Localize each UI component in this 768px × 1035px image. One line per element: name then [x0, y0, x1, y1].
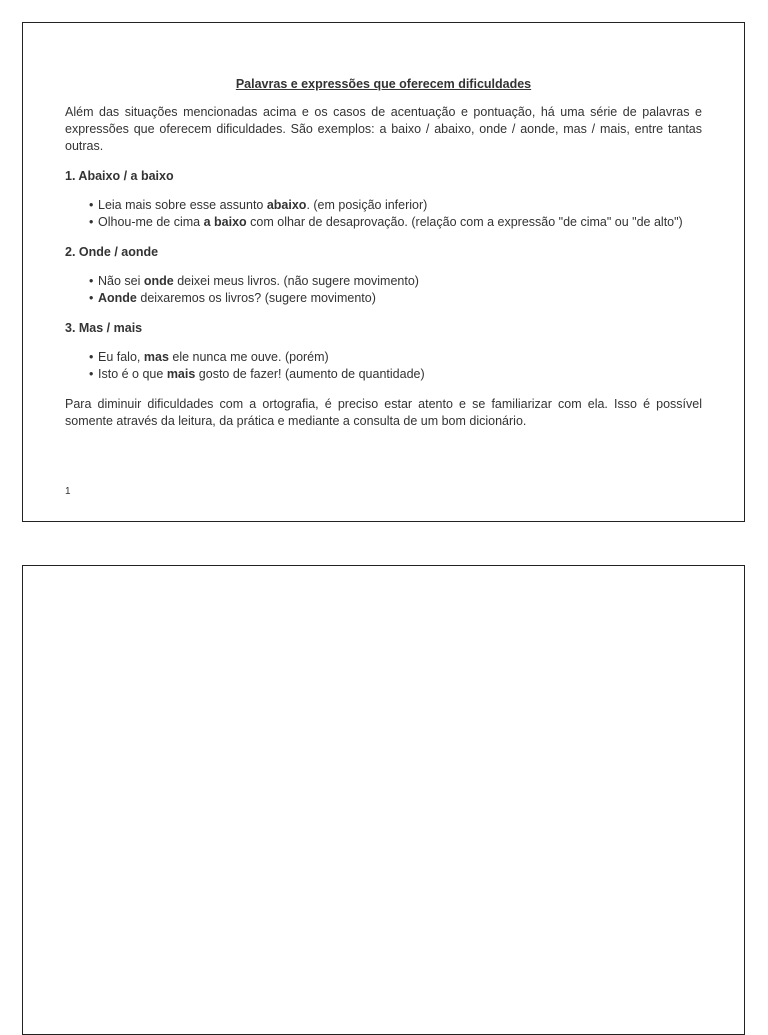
bullet-icon: • [89, 367, 94, 381]
bullet-list [65, 197, 702, 231]
bullet-list [65, 273, 702, 307]
bullet-list [65, 349, 702, 383]
item-text-after: deixaremos os livros? (sugere movimento) [136, 291, 376, 305]
page-content [65, 76, 702, 443]
bullet-icon: • [89, 215, 94, 229]
section-heading: 2. Onde / aonde [65, 245, 159, 259]
item-text-bold: mas [143, 350, 169, 364]
item-text-before: Isto é o que [98, 367, 167, 381]
bullet-icon: • [89, 350, 94, 364]
item-text-bold: abaixo [266, 198, 307, 212]
item-text-bold: a baixo [203, 215, 247, 229]
item-text-bold: mais [166, 367, 196, 381]
list-item [89, 273, 702, 290]
list-item [89, 290, 702, 307]
item-text-before: Eu falo, [98, 350, 144, 364]
list-item [89, 197, 702, 214]
section-heading: 1. Abaixo / a baixo [65, 169, 174, 183]
section-heading: 3. Mas / mais [65, 321, 143, 335]
list-item [89, 214, 702, 231]
item-text-after: com olhar de desaprovação. (relação com a expressão "de cima" ou "de alto") [246, 215, 683, 229]
bullet-icon: • [89, 291, 94, 305]
item-text-before: Leia mais sobre esse assunto [98, 198, 267, 212]
document-title: Palavras e expressões que oferecem dificuldades [235, 77, 532, 91]
closing-paragraph: Para diminuir dificuldades com a ortografia, é preciso estar atento e se familiarizar com ela. Isso é possível somente através da leitura, da prática e mediante a consulta de um bom dicionário. [65, 397, 702, 428]
bullet-icon: • [89, 198, 94, 212]
item-text-before: Não sei [98, 274, 144, 288]
item-text-bold: onde [143, 274, 174, 288]
item-text-after: deixei meus livros. (não sugere movimento) [173, 274, 419, 288]
item-text-after: . (em posição inferior) [306, 198, 428, 212]
page-number: 1 [65, 486, 71, 497]
document-page-1 [22, 22, 745, 522]
list-item [89, 366, 702, 383]
bullet-icon: • [89, 274, 94, 288]
item-text-after: gosto de fazer! (aumento de quantidade) [195, 367, 425, 381]
intro-paragraph: Além das situações mencionadas acima e os casos de acentuação e pontuação, há uma série de palavras e expressões que oferecem dificuldades. São exemplos: a baixo / abaixo, onde / aonde, mas / mais, entre tantas outras. [65, 105, 702, 153]
item-text-bold: Aonde [98, 291, 137, 305]
item-text-before: Olhou-me de cima [98, 215, 204, 229]
list-item [89, 349, 702, 366]
document-page-2 [22, 565, 745, 1035]
item-text-after: ele nunca me ouve. (porém) [168, 350, 329, 364]
